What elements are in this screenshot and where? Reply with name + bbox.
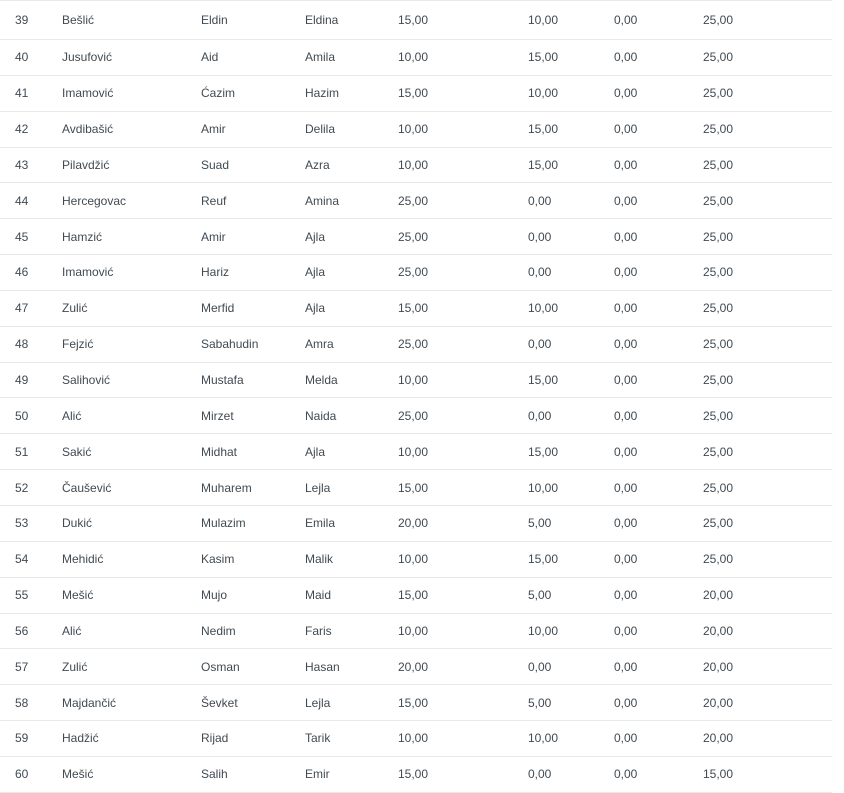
last-name-cell: Zulić bbox=[62, 659, 88, 674]
score-c-cell: 0,00 bbox=[614, 552, 638, 567]
score-c-cell: 0,00 bbox=[614, 157, 638, 172]
table-row bbox=[0, 614, 832, 650]
last-name-cell: Sakić bbox=[62, 444, 92, 459]
rank-cell: 51 bbox=[15, 444, 29, 459]
total-cell: 25,00 bbox=[703, 229, 734, 244]
last-name-cell: Salihović bbox=[62, 373, 111, 388]
first-name-cell: Melda bbox=[305, 373, 338, 388]
score-a-cell: 20,00 bbox=[398, 516, 429, 531]
total-cell: 25,00 bbox=[703, 193, 734, 208]
first-name-cell: Azra bbox=[305, 157, 330, 172]
last-name-cell: Imamović bbox=[62, 86, 114, 101]
total-cell: 25,00 bbox=[703, 552, 734, 567]
first-name-cell: Emila bbox=[305, 516, 336, 531]
score-c-cell: 0,00 bbox=[614, 516, 638, 531]
table-row bbox=[0, 649, 832, 685]
rank-cell: 58 bbox=[15, 695, 29, 710]
score-b-cell: 15,00 bbox=[528, 444, 559, 459]
score-b-cell: 0,00 bbox=[528, 229, 552, 244]
score-c-cell: 0,00 bbox=[614, 408, 638, 423]
total-cell: 25,00 bbox=[703, 408, 734, 423]
score-a-cell: 15,00 bbox=[398, 767, 429, 782]
father-name-cell: Aid bbox=[201, 50, 219, 65]
last-name-cell: Hadžić bbox=[62, 731, 99, 746]
score-a-cell: 10,00 bbox=[398, 373, 429, 388]
score-c-cell: 0,00 bbox=[614, 86, 638, 101]
first-name-cell: Eldina bbox=[305, 13, 339, 27]
father-name-cell: Mustafa bbox=[201, 373, 244, 388]
score-b-cell: 10,00 bbox=[528, 731, 559, 746]
father-name-cell: Ćazim bbox=[201, 86, 236, 101]
score-c-cell: 0,00 bbox=[614, 337, 638, 352]
table-row bbox=[0, 183, 832, 219]
score-b-cell: 5,00 bbox=[528, 695, 552, 710]
father-name-cell: Mujo bbox=[201, 588, 228, 603]
score-b-cell: 0,00 bbox=[528, 659, 552, 674]
total-cell: 25,00 bbox=[703, 373, 734, 388]
last-name-cell: Dukić bbox=[62, 516, 93, 531]
score-c-cell: 0,00 bbox=[614, 588, 638, 603]
score-b-cell: 10,00 bbox=[528, 13, 559, 27]
table-row bbox=[0, 685, 832, 721]
total-cell: 25,00 bbox=[703, 444, 734, 459]
father-name-cell: Amir bbox=[201, 229, 226, 244]
score-a-cell: 10,00 bbox=[398, 731, 429, 746]
rank-cell: 39 bbox=[15, 13, 29, 27]
rank-cell: 53 bbox=[15, 516, 29, 531]
score-b-cell: 0,00 bbox=[528, 193, 552, 208]
score-c-cell: 0,00 bbox=[614, 301, 638, 316]
score-a-cell: 10,00 bbox=[398, 623, 429, 638]
score-a-cell: 15,00 bbox=[398, 13, 429, 27]
score-b-cell: 0,00 bbox=[528, 767, 552, 782]
total-cell: 25,00 bbox=[703, 86, 734, 101]
table-row bbox=[0, 255, 832, 291]
total-cell: 25,00 bbox=[703, 480, 734, 495]
score-b-cell: 0,00 bbox=[528, 408, 552, 423]
father-name-cell: Rijad bbox=[201, 731, 229, 746]
last-name-cell: Jusufović bbox=[62, 50, 113, 65]
last-name-cell: Pilavdžić bbox=[62, 157, 110, 172]
score-b-cell: 10,00 bbox=[528, 86, 559, 101]
father-name-cell: Amir bbox=[201, 122, 226, 137]
first-name-cell: Ajla bbox=[305, 265, 326, 280]
table-row bbox=[0, 291, 832, 327]
first-name-cell: Hazim bbox=[305, 86, 340, 101]
score-b-cell: 15,00 bbox=[528, 157, 559, 172]
father-name-cell: Sabahudin bbox=[201, 337, 259, 352]
score-b-cell: 5,00 bbox=[528, 588, 552, 603]
score-c-cell: 0,00 bbox=[614, 659, 638, 674]
total-cell: 20,00 bbox=[703, 695, 734, 710]
score-a-cell: 25,00 bbox=[398, 229, 429, 244]
rank-cell: 50 bbox=[15, 408, 29, 423]
score-c-cell: 0,00 bbox=[614, 229, 638, 244]
table-row bbox=[0, 542, 832, 578]
score-c-cell: 0,00 bbox=[614, 122, 638, 137]
score-a-cell: 10,00 bbox=[398, 157, 429, 172]
first-name-cell: Naida bbox=[305, 408, 337, 423]
score-b-cell: 15,00 bbox=[528, 122, 559, 137]
total-cell: 25,00 bbox=[703, 301, 734, 316]
total-cell: 25,00 bbox=[703, 265, 734, 280]
father-name-cell: Merfid bbox=[201, 301, 235, 316]
score-b-cell: 5,00 bbox=[528, 516, 552, 531]
first-name-cell: Amra bbox=[305, 337, 334, 352]
score-b-cell: 15,00 bbox=[528, 552, 559, 567]
rank-cell: 46 bbox=[15, 265, 29, 280]
last-name-cell: Bešlić bbox=[62, 13, 95, 27]
last-name-cell: Mešić bbox=[62, 588, 94, 603]
table-row bbox=[0, 506, 832, 542]
last-name-cell: Alić bbox=[62, 408, 82, 423]
father-name-cell: Muharem bbox=[201, 480, 252, 495]
table-row bbox=[0, 219, 832, 255]
father-name-cell: Mirzet bbox=[201, 408, 234, 423]
rank-cell: 52 bbox=[15, 480, 29, 495]
rank-cell: 49 bbox=[15, 373, 29, 388]
last-name-cell: Zulić bbox=[62, 301, 88, 316]
rank-cell: 54 bbox=[15, 552, 29, 567]
table-row bbox=[0, 148, 832, 184]
rank-cell: 57 bbox=[15, 659, 29, 674]
father-name-cell: Salih bbox=[201, 767, 228, 782]
rank-cell: 45 bbox=[15, 229, 29, 244]
rank-cell: 41 bbox=[15, 86, 29, 101]
score-b-cell: 10,00 bbox=[528, 623, 559, 638]
rank-cell: 40 bbox=[15, 50, 29, 65]
table-row bbox=[0, 363, 832, 399]
score-c-cell: 0,00 bbox=[614, 373, 638, 388]
score-b-cell: 15,00 bbox=[528, 50, 559, 65]
score-a-cell: 10,00 bbox=[398, 122, 429, 137]
last-name-cell: Alić bbox=[62, 623, 82, 638]
score-a-cell: 25,00 bbox=[398, 265, 429, 280]
father-name-cell: Midhat bbox=[201, 444, 238, 459]
rank-cell: 56 bbox=[15, 623, 29, 638]
father-name-cell: Mulazim bbox=[201, 516, 246, 531]
table-row bbox=[0, 721, 832, 757]
score-a-cell: 15,00 bbox=[398, 695, 429, 710]
score-a-cell: 25,00 bbox=[398, 408, 429, 423]
first-name-cell: Emir bbox=[305, 767, 330, 782]
rank-cell: 48 bbox=[15, 337, 29, 352]
score-c-cell: 0,00 bbox=[614, 695, 638, 710]
father-name-cell: Nedim bbox=[201, 623, 236, 638]
score-a-cell: 25,00 bbox=[398, 193, 429, 208]
score-b-cell: 0,00 bbox=[528, 265, 552, 280]
table-row bbox=[0, 112, 832, 148]
first-name-cell: Amila bbox=[305, 50, 336, 65]
table-row bbox=[0, 757, 832, 793]
total-cell: 20,00 bbox=[703, 588, 734, 603]
score-b-cell: 0,00 bbox=[528, 337, 552, 352]
first-name-cell: Maid bbox=[305, 588, 332, 603]
score-c-cell: 0,00 bbox=[614, 50, 638, 65]
last-name-cell: Fejzić bbox=[62, 337, 94, 352]
rank-cell: 44 bbox=[15, 193, 29, 208]
score-a-cell: 10,00 bbox=[398, 444, 429, 459]
first-name-cell: Ajla bbox=[305, 444, 326, 459]
first-name-cell: Amina bbox=[305, 193, 340, 208]
last-name-cell: Mešić bbox=[62, 767, 94, 782]
table-row bbox=[0, 327, 832, 363]
score-b-cell: 10,00 bbox=[528, 301, 559, 316]
score-c-cell: 0,00 bbox=[614, 480, 638, 495]
table-row bbox=[0, 398, 832, 434]
score-c-cell: 0,00 bbox=[614, 731, 638, 746]
total-cell: 25,00 bbox=[703, 50, 734, 65]
total-cell: 25,00 bbox=[703, 337, 734, 352]
score-b-cell: 15,00 bbox=[528, 373, 559, 388]
table-row bbox=[0, 578, 832, 614]
rank-cell: 43 bbox=[15, 157, 29, 172]
father-name-cell: Hariz bbox=[201, 265, 230, 280]
father-name-cell: Ševket bbox=[201, 695, 238, 710]
rank-cell: 60 bbox=[15, 767, 29, 782]
total-cell: 15,00 bbox=[703, 767, 734, 782]
score-a-cell: 25,00 bbox=[398, 337, 429, 352]
first-name-cell: Ajla bbox=[305, 301, 326, 316]
table-row bbox=[0, 470, 832, 506]
table-row bbox=[0, 76, 832, 112]
score-a-cell: 15,00 bbox=[398, 480, 429, 495]
last-name-cell: Imamović bbox=[62, 265, 114, 280]
rank-cell: 55 bbox=[15, 588, 29, 603]
total-cell: 25,00 bbox=[703, 157, 734, 172]
first-name-cell: Ajla bbox=[305, 229, 326, 244]
table-row bbox=[0, 40, 832, 76]
table-row bbox=[0, 0, 832, 40]
score-a-cell: 10,00 bbox=[398, 552, 429, 567]
score-a-cell: 15,00 bbox=[398, 86, 429, 101]
rank-cell: 42 bbox=[15, 122, 29, 137]
first-name-cell: Lejla bbox=[305, 695, 331, 710]
table-row bbox=[0, 434, 832, 470]
last-name-cell: Hercegovac bbox=[62, 193, 127, 208]
first-name-cell: Hasan bbox=[305, 659, 340, 674]
score-c-cell: 0,00 bbox=[614, 623, 638, 638]
score-c-cell: 0,00 bbox=[614, 265, 638, 280]
total-cell: 25,00 bbox=[703, 13, 734, 27]
first-name-cell: Malik bbox=[305, 552, 334, 567]
total-cell: 20,00 bbox=[703, 731, 734, 746]
rank-cell: 47 bbox=[15, 301, 29, 316]
last-name-cell: Avdibašić bbox=[62, 122, 114, 137]
first-name-cell: Tarik bbox=[305, 731, 331, 746]
father-name-cell: Reuf bbox=[201, 193, 227, 208]
score-c-cell: 0,00 bbox=[614, 767, 638, 782]
father-name-cell: Eldin bbox=[201, 13, 228, 27]
score-a-cell: 20,00 bbox=[398, 659, 429, 674]
score-c-cell: 0,00 bbox=[614, 193, 638, 208]
total-cell: 20,00 bbox=[703, 659, 734, 674]
first-name-cell: Lejla bbox=[305, 480, 331, 495]
father-name-cell: Osman bbox=[201, 659, 240, 674]
score-a-cell: 10,00 bbox=[398, 50, 429, 65]
first-name-cell: Faris bbox=[305, 623, 332, 638]
rank-cell: 59 bbox=[15, 731, 29, 746]
last-name-cell: Majdančić bbox=[62, 695, 117, 710]
father-name-cell: Kasim bbox=[201, 552, 235, 567]
score-c-cell: 0,00 bbox=[614, 444, 638, 459]
score-c-cell: 0,00 bbox=[614, 13, 638, 27]
score-a-cell: 15,00 bbox=[398, 301, 429, 316]
score-b-cell: 10,00 bbox=[528, 480, 559, 495]
score-a-cell: 15,00 bbox=[398, 588, 429, 603]
father-name-cell: Suad bbox=[201, 157, 230, 172]
last-name-cell: Hamzić bbox=[62, 229, 103, 244]
last-name-cell: Mehidić bbox=[62, 552, 104, 567]
first-name-cell: Delila bbox=[305, 122, 336, 137]
total-cell: 25,00 bbox=[703, 122, 734, 137]
last-name-cell: Čaušević bbox=[62, 480, 112, 495]
total-cell: 25,00 bbox=[703, 516, 734, 531]
total-cell: 20,00 bbox=[703, 623, 734, 638]
